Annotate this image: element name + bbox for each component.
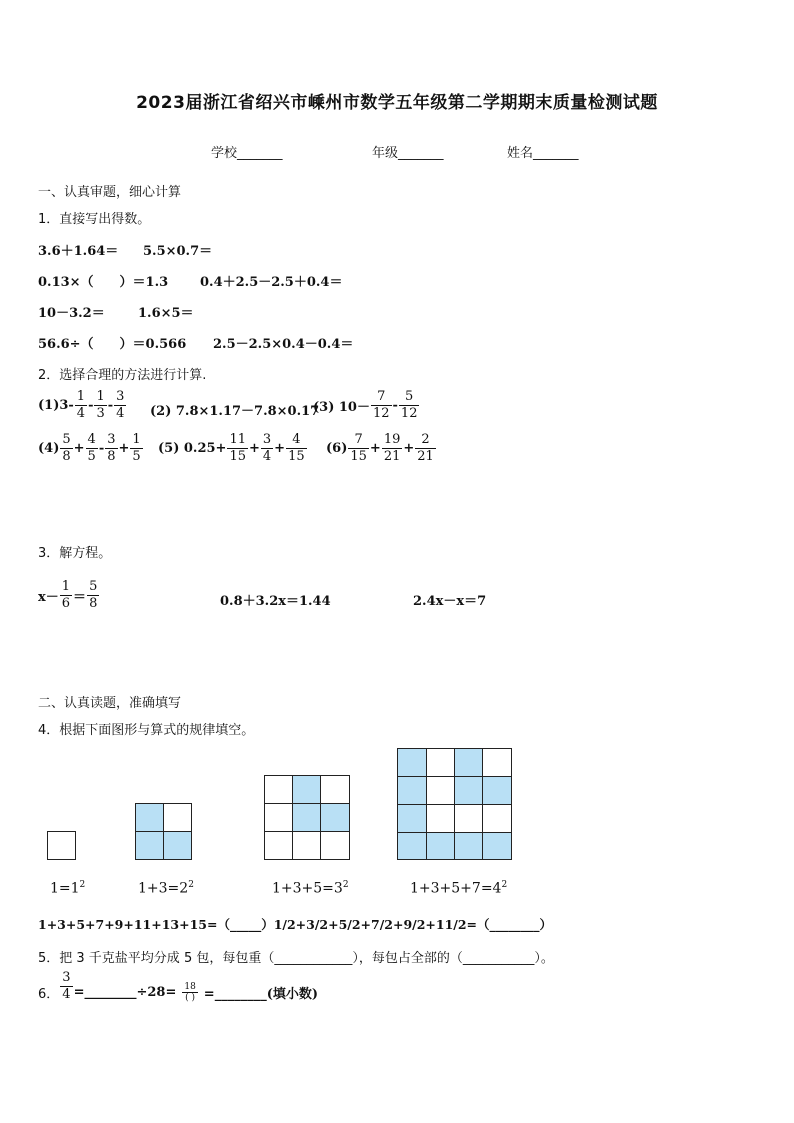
numerator: 7	[348, 432, 369, 449]
fraction	[87, 579, 99, 612]
q3-equation-1	[38, 579, 100, 612]
q3-stem: 3．解方程。	[38, 546, 112, 561]
grid-cell	[426, 804, 455, 833]
q6-blank-2: =________(填小数)	[203, 987, 318, 1002]
denominator: 12	[372, 406, 390, 421]
fraction	[371, 389, 392, 422]
operator: +	[403, 441, 415, 456]
grid-cell	[482, 832, 512, 860]
q2-problem-2: (2) 7.8×1.17－7.8×0.17	[150, 404, 320, 419]
grid-cell	[397, 748, 427, 777]
q4-stem: 4．根据下面图形与算式的规律填空。	[38, 723, 255, 738]
denominator: 15	[288, 449, 305, 464]
grid-cell	[482, 776, 512, 805]
fraction	[94, 389, 106, 422]
numerator: 4	[87, 432, 96, 447]
fraction	[114, 389, 126, 422]
grid-cell	[292, 775, 321, 804]
operator: -	[107, 398, 114, 413]
grid-cell	[482, 748, 512, 777]
grid-cell	[135, 803, 164, 832]
operator: +	[248, 441, 260, 456]
q1-item: 2.5－2.5×0.4－0.4＝	[213, 337, 354, 352]
denominator: 15	[229, 449, 246, 464]
q6-blank-1: =________÷28=	[73, 985, 177, 1000]
expr-text: x－	[38, 590, 59, 605]
numerator: 3	[107, 432, 116, 447]
denominator: 21	[417, 449, 434, 464]
q5-text: 5．把 3 千克盐平均分成 5 包，每包重（____________），每包占全部的（___________）。	[38, 951, 554, 966]
name-field: 姓名_______	[507, 146, 579, 161]
denominator: 5	[132, 449, 141, 464]
q1-item: 56.6÷（ ）＝0.566	[38, 337, 187, 352]
numerator: 18	[184, 982, 196, 992]
denominator: 8	[62, 449, 71, 464]
grid-cell	[320, 775, 350, 804]
operator: +	[118, 441, 130, 456]
caption-exponent: 2	[501, 880, 508, 890]
grid-cell	[264, 831, 293, 860]
grid-cell	[135, 831, 164, 860]
denominator: 4	[62, 987, 71, 1002]
grid-cell	[320, 831, 350, 860]
grid-cell	[264, 803, 293, 832]
q2-stem: 2．选择合理的方法进行计算.	[38, 368, 207, 383]
fraction	[75, 389, 87, 422]
numerator: 1	[61, 579, 71, 594]
operator: -	[98, 441, 105, 456]
numerator: 1	[96, 389, 105, 404]
q6-line	[38, 970, 318, 1003]
caption-text: 1=1	[50, 880, 80, 897]
fraction	[227, 432, 248, 465]
q1-item: 0.13×（ ）＝1.3	[38, 275, 169, 290]
grade-field: 年级_______	[372, 146, 444, 161]
expr-text: (4)	[38, 441, 60, 456]
grid-cell	[426, 776, 455, 805]
q1-stem: 1．直接写出得数。	[38, 212, 151, 227]
grid-cell	[482, 804, 512, 833]
grid-cell	[264, 775, 293, 804]
fraction	[86, 432, 98, 465]
q2-problem-6	[326, 432, 437, 465]
section-2-heading: 二、认真读题，准确填写	[38, 696, 182, 711]
q4-fill-line: 1+3+5+7+9+11+13+15=（_____）1/2+3/2+5/2+7/2+9/2+11/2=（________）	[38, 917, 553, 932]
denominator: 8	[107, 449, 116, 464]
denominator: 4	[262, 449, 272, 464]
fraction	[60, 579, 72, 612]
q2-problem-1	[38, 389, 127, 422]
q6-number: 6．	[38, 987, 60, 1002]
operator: +	[369, 441, 381, 456]
q1-item: 0.4＋2.5－2.5＋0.4＝	[200, 275, 343, 290]
caption-text: 1+3+5=3	[272, 880, 343, 897]
figure-caption	[272, 880, 349, 897]
section-1-heading: 一、认真审题，细心计算	[38, 185, 182, 200]
equals-sign: ＝	[73, 590, 87, 605]
grid-cell	[163, 803, 192, 832]
caption-exponent: 2	[188, 880, 194, 890]
denominator: 8	[89, 596, 98, 611]
caption-exponent: 2	[79, 880, 86, 890]
fraction	[261, 432, 273, 465]
q1-item: 3.6＋1.64＝	[38, 244, 119, 259]
numerator: 3	[62, 970, 71, 985]
fraction	[130, 432, 142, 465]
grid-cell	[397, 804, 427, 833]
q2-problem-3	[313, 389, 420, 422]
numerator: 5	[399, 389, 420, 406]
grid-cell	[320, 803, 350, 832]
operator: +	[73, 441, 85, 456]
grid-cell	[426, 832, 455, 860]
q1-item: 5.5×0.7＝	[143, 244, 213, 259]
numerator: 7	[371, 389, 392, 406]
denominator: 4	[116, 406, 125, 421]
fraction	[182, 982, 197, 1003]
denominator: 3	[96, 406, 105, 421]
denominator: 5	[87, 449, 96, 464]
q3-equation-2: 0.8＋3.2x＝1.44	[220, 594, 331, 609]
numerator: 5	[62, 432, 71, 447]
grid-cell	[454, 832, 483, 860]
numerator: 4	[286, 432, 307, 449]
grid-cell	[397, 776, 427, 805]
denominator: 15	[350, 449, 367, 464]
page-title: 2023届浙江省绍兴市嵊州市数学五年级第二学期期末质量检测试题	[136, 93, 658, 113]
fraction	[382, 432, 403, 465]
fraction	[105, 432, 117, 465]
q3-equation-3: 2.4x－x＝7	[413, 594, 487, 609]
q2-problem-5	[158, 432, 308, 465]
denominator: 4	[76, 406, 86, 421]
fraction	[60, 432, 72, 465]
grid-cell	[454, 804, 483, 833]
q1-item: 1.6×5＝	[138, 306, 194, 321]
fraction	[286, 432, 307, 465]
operator: -	[392, 398, 398, 413]
denominator: 21	[383, 449, 401, 464]
fraction	[399, 389, 420, 422]
caption-text: 1+3+5+7=4	[410, 880, 502, 897]
school-field: 学校_______	[211, 146, 283, 161]
grid-cell	[454, 748, 483, 777]
figure-caption	[138, 880, 194, 897]
numerator: 1	[132, 432, 141, 447]
q2-problem-4	[38, 432, 144, 465]
numerator: 3	[116, 389, 125, 404]
expr-text: (3) 10－	[313, 400, 370, 415]
figure-caption	[50, 880, 85, 897]
figure-caption	[410, 880, 507, 897]
grid-cell	[426, 748, 455, 777]
numerator: 1	[76, 389, 86, 404]
grid-cell	[292, 803, 321, 832]
grid-cell	[163, 831, 192, 860]
operator: +	[274, 441, 286, 456]
expr-text: (5) 0.25+	[158, 441, 227, 456]
caption-exponent: 2	[342, 880, 349, 890]
expr-text: (6)	[326, 441, 348, 456]
grid-cell	[454, 776, 483, 805]
operator: -	[88, 398, 94, 413]
denominator: 6	[61, 596, 71, 611]
denominator: ( )	[185, 993, 196, 1003]
grid-cell	[397, 832, 427, 860]
q1-item: 10－3.2＝	[38, 306, 105, 321]
caption-text: 1+3=2	[138, 880, 189, 897]
numerator: 2	[415, 432, 436, 449]
numerator: 19	[383, 432, 401, 447]
denominator: 12	[400, 406, 418, 421]
fraction	[348, 432, 369, 465]
grid-cell	[47, 831, 76, 860]
numerator: 3	[262, 432, 272, 447]
expr-text: (1)3-	[38, 398, 74, 413]
fraction	[60, 970, 72, 1003]
numerator: 5	[89, 579, 98, 594]
grid-cell	[292, 831, 321, 860]
numerator: 11	[229, 432, 246, 447]
fraction	[415, 432, 436, 465]
